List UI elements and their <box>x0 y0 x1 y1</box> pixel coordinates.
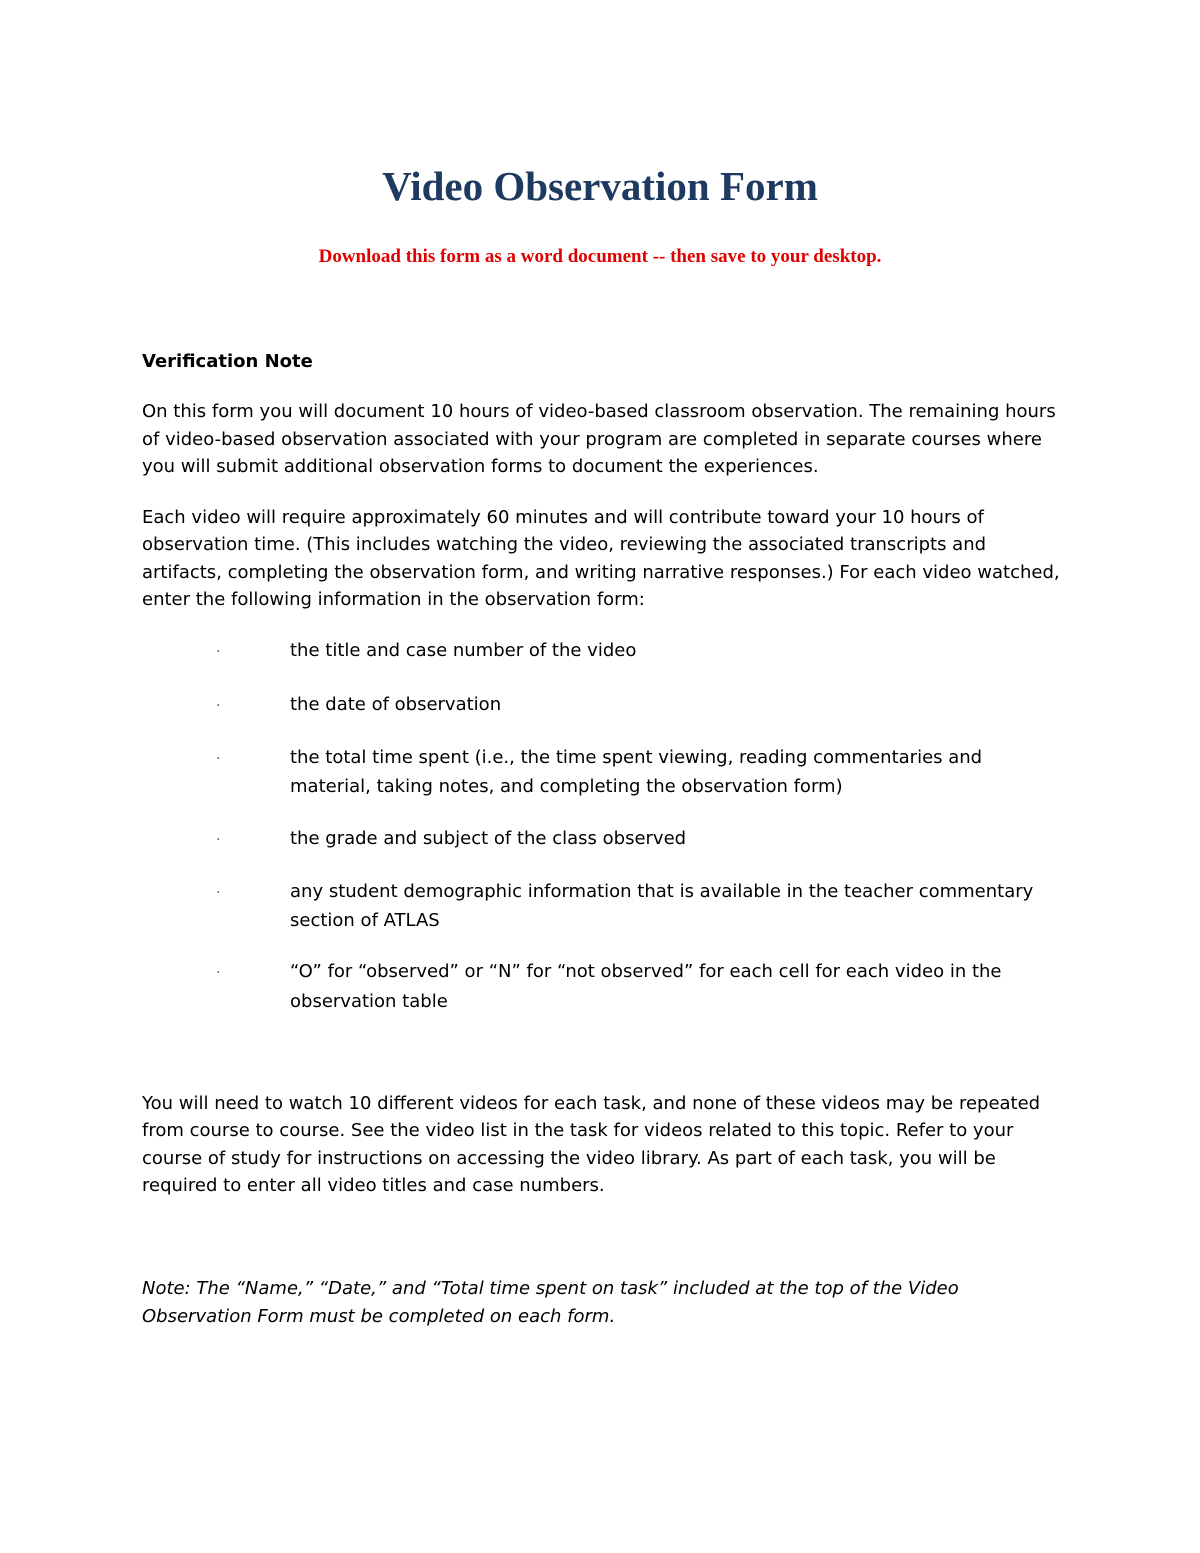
list-item <box>216 637 1062 666</box>
bullet-icon: · <box>216 884 221 901</box>
list-item-text: the date of observation <box>290 693 502 715</box>
list-item-text: “O” for “observed” or “N” for “not observed” for each cell for each video in the observation table <box>290 961 1002 1012</box>
download-instruction: Download this form as a word document -- then save to your desktop. <box>318 246 882 267</box>
list-item-text: the grade and subject of the class observed <box>290 827 687 849</box>
bullet-icon: · <box>216 697 221 714</box>
list-item-text: any student demographic information that is available in the teacher commentary section of ATLAS <box>290 880 1034 932</box>
bullet-icon: · <box>216 750 221 767</box>
list-item-text: the total time spent (i.e., the time spent viewing, reading commentaries and material, taking notes, and completing the observation form) <box>290 746 983 798</box>
page-title: Video Observation Form <box>382 163 818 209</box>
note-text: Note: The “Name,” “Date,” and “Total time spent on task” included at the top of the Video Observation Form must be completed on each form. <box>142 1278 959 1327</box>
bullet-icon: · <box>216 644 221 661</box>
list-item-text: the title and case number of the video <box>290 640 637 662</box>
list-item <box>216 878 1062 935</box>
list-item <box>216 958 1062 1015</box>
bullet-icon: · <box>216 831 221 848</box>
information-list <box>142 637 1062 1015</box>
document-body <box>142 348 1062 1330</box>
bullet-icon: · <box>216 965 221 982</box>
section-heading: Verification Note <box>142 351 313 372</box>
paragraph-video-requirements: You will need to watch 10 different videos for each task, and none of these videos may be repeated from course to course. See the video list in the task for videos related to this topic. Refer to your course of study for instructions on accessing the video library. As part of each task, you will be required to enter all video titles and case numbers. <box>142 1093 1041 1196</box>
list-item <box>216 691 1062 720</box>
list-item <box>216 744 1062 801</box>
paragraph-intro: On this form you will document 10 hours of video-based classroom observation. The remaining hours of video-based observation associated with your program are completed in separate courses where you will submit additional observation forms to document the experiences. <box>142 401 1056 477</box>
spacer <box>142 1039 1062 1090</box>
paragraph-instructions: Each video will require approximately 60 minutes and will contribute toward your 10 hours of observation time. (This includes watching the video, reviewing the associated transcripts and artifacts, completing the observation form, and writing narrative responses.) For each video watched, enter the following information in the observation form: <box>142 507 1060 611</box>
list-item <box>216 825 1062 854</box>
